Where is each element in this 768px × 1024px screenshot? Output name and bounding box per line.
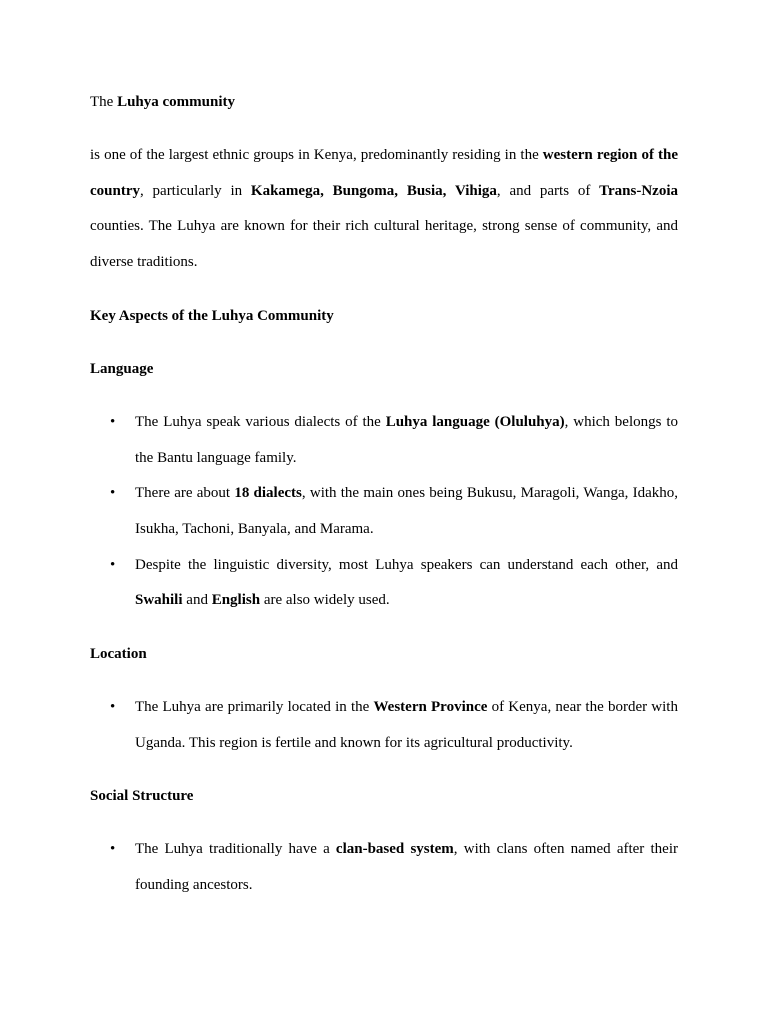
intro-text-1: is one of the largest ethnic groups in Kenya, predominantly residing in the [90,147,543,163]
bullet-icon: • [110,556,116,573]
item-bold: Western Province [373,699,488,716]
intro-text-2: , particularly in [140,182,251,199]
title-prefix: The [90,94,118,110]
item-text: of Kenya, near the border with Uganda. This region is fertile and known for its agricultural productivity. [135,699,678,751]
social-structure-heading: Social Structure [90,788,194,805]
bullet-icon: • [110,485,116,502]
item-bold: Swahili [135,592,183,609]
item-bold: English [211,592,261,609]
list-item [90,405,678,476]
document-body [90,85,678,922]
item-text: The Luhya speak various dialects of the [135,413,386,430]
location-heading: Location [90,646,147,663]
item-bold: Luhya language (Oluluhya) [385,413,565,430]
bullet-icon: • [110,841,116,858]
item-text: Despite the linguistic diversity, most Luhya speakers can understand each other, and [135,556,678,573]
intro-text-4: counties. The Luhya are known for their rich cultural heritage, strong sense of community, and diverse traditions. [90,218,678,271]
item-text: are also widely used. [260,592,390,609]
item-bold: clan-based system [335,841,454,858]
item-bold: 18 dialects [234,485,302,502]
item-text: , which belongs to the Bantu language family. [135,413,679,466]
list-item [90,476,678,547]
item-text: The Luhya are primarily located in the [135,699,374,716]
item-text: , with the main ones being Bukusu, Maragoli, Wanga, Idakho, Isukha, Tachoni, Banyala, and Marama. [135,485,678,537]
location-list [90,690,678,761]
bullet-icon: • [110,699,116,716]
intro-text-3: , and parts of [496,182,600,199]
list-item [90,832,678,903]
list-item [90,548,678,619]
intro-paragraph [90,138,678,281]
intro-bold-1: western region of the country [90,147,678,199]
item-text: The Luhya traditionally have a [135,841,336,858]
bullet-icon: • [110,413,116,430]
social-structure-list [90,832,678,903]
title-bold: Luhya community [117,94,236,110]
list-item [90,690,678,761]
key-aspects-heading: Key Aspects of the Luhya Community [90,307,334,324]
item-text: and [182,592,212,609]
item-text: There are about [135,485,235,502]
document-title [90,85,678,120]
intro-bold-3: Trans-Nzoia [599,182,678,199]
language-heading: Language [90,360,154,377]
item-text: , with clans often named after their founding ancestors. [135,841,678,894]
intro-bold-2: Kakamega, Bungoma, Busia, Vihiga [250,182,497,199]
language-list [90,405,678,619]
